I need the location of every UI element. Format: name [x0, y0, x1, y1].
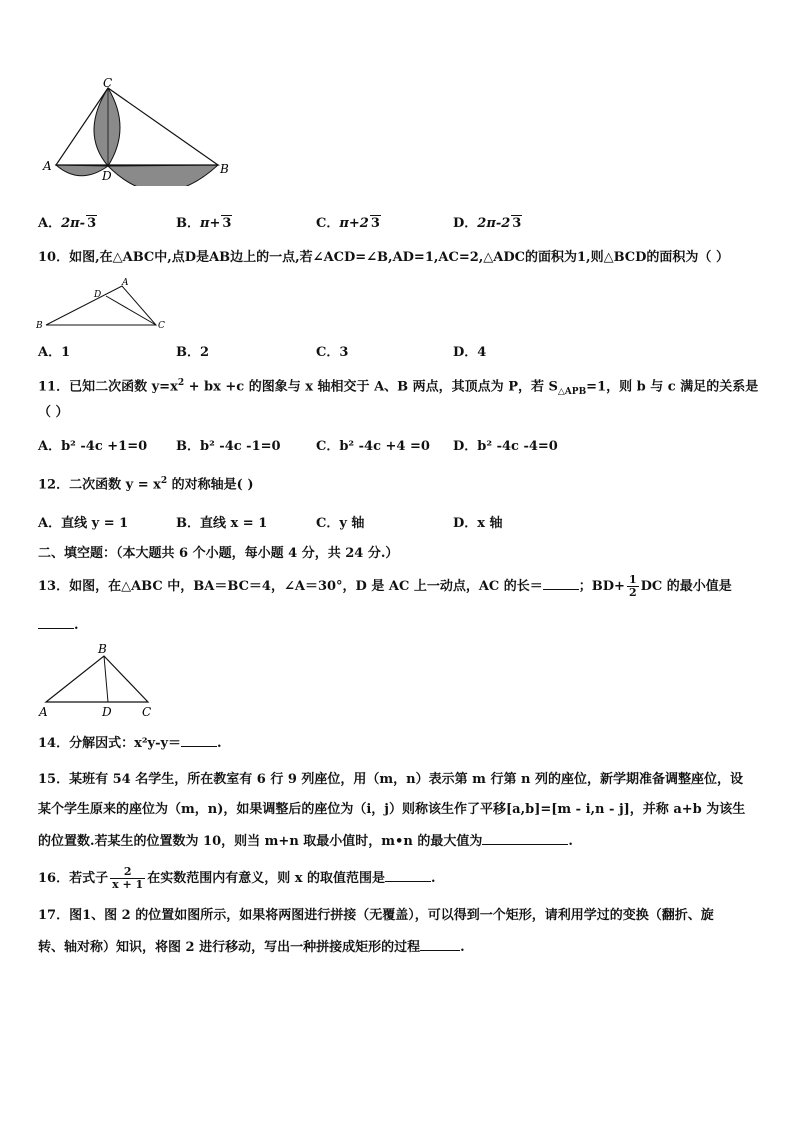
q11-stem-line2: （ ）: [38, 405, 69, 420]
q15-line3: [38, 830, 768, 852]
q11-option-d[interactable]: D．b² -4c -4=0: [453, 439, 558, 454]
q15-line1: 15．某班有 54 名学生，所在教室有 6 行 9 列座位，用（m，n）表示第 m 行第 n 列的座位，新学期准备调整座位，设: [38, 772, 743, 787]
option-key: C．: [316, 216, 340, 231]
q10-option-d[interactable]: D．4: [453, 345, 487, 360]
label-a: A: [43, 159, 52, 173]
text: 转、轴对称）知识，将图 2 进行移动，写出一种拼接成矩形的过程: [38, 940, 421, 955]
label-b: B: [98, 642, 107, 656]
section-heading: 二、填空题：（本大题共 6 个小题，每小题 4 分，共 24 分.）: [38, 546, 399, 561]
label-d: D: [102, 169, 112, 183]
text: 11．已知二次函数 y=x: [38, 379, 178, 395]
segment-bd: [104, 656, 108, 702]
text: 的位置数.若某生的位置数为 10，则当 m+n 取最小值时，m•n 的最大值为: [38, 834, 483, 849]
denominator: x + 1: [112, 878, 144, 891]
text: .: [568, 834, 573, 849]
q12-option-c[interactable]: C．y 轴: [316, 516, 365, 531]
subscript: △APB: [557, 386, 587, 397]
label-c: C: [158, 321, 165, 331]
label-b: B: [220, 162, 229, 176]
q12-option-d[interactable]: D．x 轴: [453, 516, 503, 531]
q13-stem: [38, 574, 768, 599]
figure-q9: [40, 78, 240, 186]
q13-line2: [38, 614, 768, 636]
triangle-abc: [56, 88, 218, 165]
q17-line2: [38, 936, 768, 958]
text: 在实数范围内有意义，则 x 的取值范围是: [147, 871, 385, 886]
q12-stem: [38, 471, 768, 495]
text: 14．分解因式：x²y-y＝: [38, 736, 182, 751]
q9-option-c[interactable]: [316, 212, 381, 231]
option-key: A．: [38, 216, 62, 231]
answer-blank[interactable]: [543, 575, 579, 590]
option-expr: 2π-: [61, 216, 86, 231]
option-expr: π+2: [339, 216, 369, 231]
label-c: C: [142, 705, 152, 719]
option-expr: π+: [200, 216, 221, 231]
figure-q13: [36, 640, 158, 720]
q14-stem: [38, 732, 768, 754]
text: .: [431, 871, 436, 886]
label-a: A: [39, 705, 48, 719]
fraction: [627, 574, 639, 599]
text: =1，则 b 与 c 满足的关系是: [586, 379, 759, 395]
q11-stem: [38, 373, 768, 402]
q16-stem: [38, 866, 768, 891]
q11-option-b[interactable]: B．b² -4c -1=0: [176, 439, 281, 454]
text: DC 的最小值是: [640, 579, 732, 594]
text: + bx +c 的图象与 x 轴相交于 A、B 两点，其顶点为 P，若 S: [184, 379, 558, 395]
option-key: B．: [176, 216, 200, 231]
text: 16．若式子: [38, 871, 109, 886]
sqrt-radicand: 3: [222, 216, 232, 231]
sqrt-radicand: 3: [370, 216, 380, 231]
figure-q10: [36, 276, 170, 334]
numerator: 1: [628, 573, 637, 586]
q9-option-d[interactable]: [453, 212, 522, 231]
segment-cd: [106, 296, 156, 325]
option-key: D．: [453, 216, 478, 231]
q9-option-b[interactable]: [176, 212, 232, 231]
text: 13．如图，在△ABC 中，BA＝BC＝4，∠A＝30°，D 是 AC 上一动点，AC 的长＝: [38, 579, 543, 594]
sqrt-radicand: 3: [87, 216, 97, 231]
denominator: 2: [628, 586, 637, 599]
q10-stem: 10．如图,在△ABC中,点D是AB边上的一点,若∠ACD=∠B,AD=1,AC=2,△ADC的面积为1,则△BCD的面积为（ ）: [38, 250, 729, 265]
q9-option-a[interactable]: [38, 212, 97, 231]
label-b: B: [36, 321, 43, 331]
q10-option-a[interactable]: A．1: [38, 345, 71, 360]
text: 的对称轴是( ): [167, 477, 254, 493]
triangle-abc: [46, 656, 148, 702]
shaded-lens-cd: [94, 88, 120, 166]
answer-blank[interactable]: [38, 614, 74, 629]
numerator: 2: [110, 866, 145, 879]
text: .: [460, 940, 465, 955]
answer-blank[interactable]: [385, 867, 431, 882]
fraction: [110, 866, 145, 891]
label-a: A: [122, 278, 129, 288]
answer-blank[interactable]: [482, 830, 568, 845]
q11-option-c[interactable]: C．b² -4c +4 =0: [316, 439, 430, 454]
q10-option-b[interactable]: B．2: [176, 345, 210, 360]
answer-blank[interactable]: [181, 732, 217, 747]
answer-blank[interactable]: [420, 936, 460, 951]
label-d: D: [94, 290, 102, 300]
text: 12．二次函数 y = x: [38, 477, 161, 493]
label-d: D: [102, 705, 112, 719]
label-c: C: [103, 78, 113, 90]
text: ；BD+: [578, 579, 625, 594]
sqrt-radicand: 3: [512, 216, 522, 231]
text: .: [74, 618, 79, 633]
q12-option-a[interactable]: A．直线 y = 1: [38, 516, 129, 531]
q15-line2: 某个学生原来的座位为（m，n)，如果调整后的座位为（i，j）则称该生作了平移[a,b]=[m - i,n - j]，并称 a+b 为该生: [38, 802, 746, 817]
shaded-semicircle-ad: [56, 165, 108, 176]
exponent: 2: [160, 476, 168, 486]
text: .: [217, 736, 222, 751]
exponent: 2: [177, 378, 185, 388]
option-expr: 2π-2: [477, 216, 511, 231]
q17-line1: 17．图1、图 2 的位置如图所示，如果将两图进行拼接（无覆盖），可以得到一个矩形，请利用学过的变换（翻折、旋: [38, 908, 714, 923]
q12-option-b[interactable]: B．直线 x = 1: [176, 516, 268, 531]
q10-option-c[interactable]: C．3: [316, 345, 349, 360]
q11-option-a[interactable]: A．b² -4c +1=0: [38, 439, 148, 454]
shaded-semicircle-db: [108, 165, 218, 186]
